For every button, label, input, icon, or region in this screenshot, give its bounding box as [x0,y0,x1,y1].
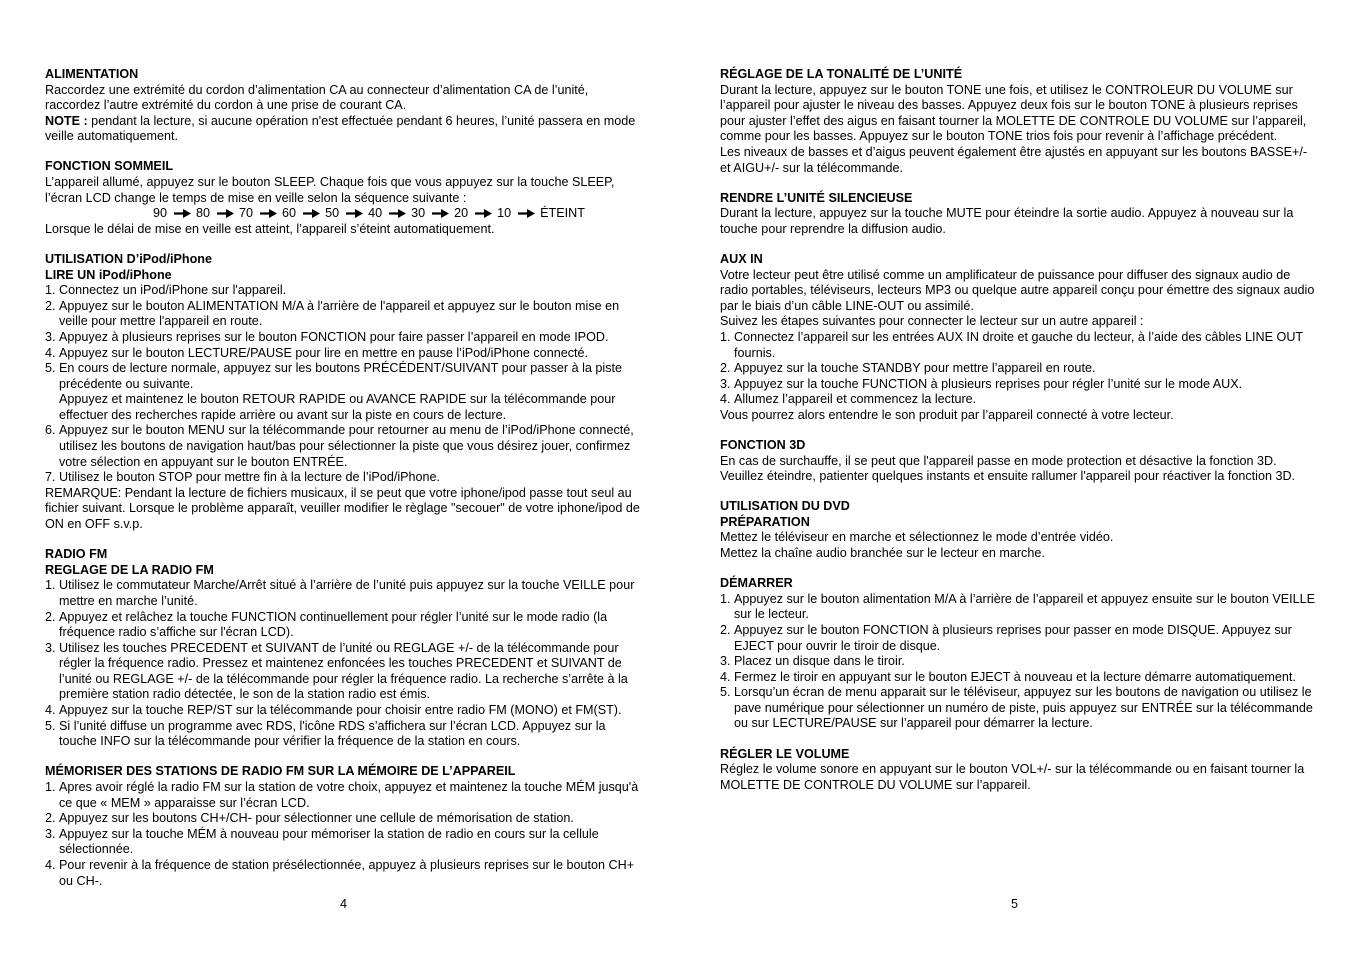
sequence-value: 30 [411,206,426,221]
list-item [720,685,1320,732]
subheading-ipod: LIRE UN iPod/iPhone [45,267,172,282]
arrow-right-icon [388,209,406,218]
list-item [45,470,640,486]
list-item [45,330,640,346]
aux-steps [720,330,1320,408]
section-alimentation [45,67,640,145]
paragraph: Durant la lecture, appuyez sur le bouton TONE une fois, et utilisez le CONTROLEUR DU VOLUME sur l’appareil pour ajuster le niveau des basses. Appuyez deux fois sur le bouton TONE à plusieurs reprises pour ajuster l’effet des aigus en faisant tourner la MOLETTE DE CONTROLE DU VOLUME sur l’appareil, comme pour les basses. Appuyez sur le bouton TONE trios fois pour revenir à l’affichage précédent. [720,82,1307,144]
paragraph: En cas de surchauffe, il se peut que l'appareil passe en mode protection et désactive la fonction 3D. [720,453,1277,468]
list-item [45,610,640,641]
list-item [45,811,640,827]
note-label: NOTE : [45,113,88,128]
list-item-number: 1. [720,591,731,606]
list-item-number: 2. [45,811,56,826]
section-volume [720,747,1320,794]
paragraph: Raccordez une extrémité du cordon d’alimentation CA au connecteur d’alimentation CA de l’unité, raccordez l’autre extrémité du cordon à une prise de courant CA. [45,82,589,113]
list-item [720,654,1320,670]
list-item [720,361,1320,377]
list-item-text: Appuyez sur le bouton alimentation M/A à l’arrière de l’appareil et appuyez ensuite sur le bouton VEILLE sur le lecteur. [734,591,1316,622]
sequence-value: 60 [282,206,297,221]
list-item [45,719,640,750]
sequence-value: 80 [196,206,211,221]
sequence-value: 20 [454,206,469,221]
paragraph: Suivez les étapes suivantes pour connecter le lecteur sur un autre appareil : [720,314,1144,329]
list-item [45,858,640,889]
note-paragraph [45,114,640,145]
list-item-text: Apres avoir réglé la radio FM sur la station de votre choix, appuyez et maintenez la touche MÉM jusqu'à ce que « MEM » apparaisse sur l’écran LCD. [59,779,639,810]
heading-ipod: UTILISATION D’iPod/iPhone [45,251,212,266]
sequence-value: 10 [497,206,512,221]
list-item-text: Connectez l’appareil sur les entrées AUX IN droite et gauche du lecteur, à l’aide des câbles LINE OUT fournis. [734,329,1303,360]
arrow-right-icon [431,209,449,218]
radio-steps [45,578,640,750]
list-item-text: Appuyez sur le bouton MENU sur la télécommande pour retourner au menu de l’iPod/iPhone connecté, utilisez les boutons de navigation haut/bas pour sélectionner la piste que vous désirez jouer, confirmez votre sélection en appuyant sur le bouton ENTRÉE. [59,423,634,469]
list-item-text: Lorsqu’un écran de menu apparait sur le téléviseur, appuyez sur les boutons de navigation ou utilisez le pave numérique pour sélectionner un numéro de piste, puis appuyez sur ENTRÉE sur la télécommande ou sur LECTURE/PAUSE sur l’appareil pour démarrer la lecture. [734,685,1313,731]
list-item [45,641,640,703]
list-item-text: Allumez l’appareil et commencez la lecture. [734,392,977,407]
list-item [45,827,640,858]
list-item-text: Utilisez les touches PRECEDENT et SUIVANT de l’unité ou REGLAGE +/- de la télécommande pour régler la fréquence radio. Pressez et maintenez enfoncées les touches PRECEDENT et SUIVANT de l’unité ou REGLAGE +/- de la télécommande pour régler la fréquence radio. La recherche s’arrête à la première station radio détectée, le son de la station radio est émis. [59,640,628,702]
memoriser-steps [45,780,640,889]
sequence-value: 90 [153,206,168,221]
list-item [45,361,640,392]
subheading-radio: REGLAGE DE LA RADIO FM [45,562,214,577]
list-item-number: 3. [720,376,731,391]
paragraph: Veuillez éteindre, patienter quelques instants et ensuite rallumer l'appareil pour réactiver la fonction 3D. [720,469,1296,484]
list-item-text: Appuyez sur le bouton ALIMENTATION M/A à l'arrière de l'appareil et appuyez sur le bouton mise en veille pour mettre l'appareil en route. [59,298,620,329]
arrow-right-icon [259,209,277,218]
arrow-right-icon [517,209,535,218]
heading-alimentation: ALIMENTATION [45,67,139,81]
list-item-number: 1. [45,779,56,794]
list-item [720,392,1320,408]
list-item-number: 2. [45,298,56,313]
section-dvd [720,499,1320,561]
paragraph: Votre lecteur peut être utilisé comme un amplificateur de puissance pour diffuser des signaux audio de radio portables, téléviseurs, lecteurs MP3 ou quelque autre appareil conçu pour émettre des signaux audio par le biais d’un câble LINE-OUT ou assimilé. [720,267,1315,313]
list-item-number: 2. [720,622,731,637]
list-item-number: 4. [45,703,56,718]
list-item [45,423,640,470]
list-item-number: 4. [45,345,56,360]
step-continuation: Appuyez et maintenez le bouton RETOUR RAPIDE ou AVANCE RAPIDE sur la télécommande pour effectuer des recherches rapide arrière ou avant sur la piste en cours de lecture. [59,392,616,422]
subheading-dvd: PRÉPARATION [720,514,810,529]
list-item-text: Appuyez sur le bouton LECTURE/PAUSE pour lire en mettre en pause l’iPod/iPhone connecté. [59,345,588,360]
list-item-number: 4. [720,669,731,684]
heading-silencieuse: RENDRE L’UNITÉ SILENCIEUSE [720,190,913,205]
section-demarrer [720,576,1320,732]
section-fonction3d [720,438,1320,485]
section-silencieuse [720,191,1320,238]
arrow-right-icon [474,209,492,218]
sequence-value: 70 [239,206,254,221]
section-ipod [45,252,640,533]
list-item-number: 1. [45,578,56,593]
list-item-number: 5. [45,361,56,376]
list-item-text: Placez un disque dans le tiroir. [734,654,905,669]
demarrer-steps [720,592,1320,732]
section-sommeil [45,159,640,237]
list-item-text: Pour revenir à la fréquence de station présélectionnée, appuyez à plusieurs reprises sur le bouton CH+ ou CH-. [59,857,635,888]
list-item [720,330,1320,361]
list-item-text: Appuyez sur le bouton FONCTION à plusieurs reprises pour passer en mode DISQUE. Appuyez sur EJECT pour ouvrir le tiroir de disque. [734,622,1292,653]
ipod-steps [45,283,640,392]
arrow-right-icon [216,209,234,218]
paragraph: Les niveaux de basses et d’aigus peuvent également être ajustés en appuyant sur les boutons BASSE+/- et AIGU+/- sur la télécommande. [720,144,1308,175]
sequence-value: 40 [368,206,383,221]
list-item-number: 2. [720,361,731,376]
list-item-text: Si l’unité diffuse un programme avec RDS, l'icône RDS s’affichera sur l’écran LCD. Appuyez sur la touche INFO sur la télécommande pour vérifier la fréquence de la station en cours. [59,718,606,749]
list-item [45,780,640,811]
ipod-steps-2 [45,423,640,485]
list-item-number: 3. [720,654,731,669]
list-item-text: Appuyez sur la touche FUNCTION à plusieurs reprises pour régler l’unité sur le mode AUX. [734,376,1243,391]
list-item [45,703,640,719]
list-item [45,299,640,330]
page-left [45,67,640,904]
list-item-text: Appuyez sur la touche STANDBY pour mettre l’appareil en route. [734,361,1096,376]
list-item-number: 5. [720,685,731,700]
sequence-value: 50 [325,206,340,221]
list-item [720,670,1320,686]
page-number-right: 5 [1011,897,1019,911]
note-text: pendant la lecture, si aucune opération n'est effectuée pendant 6 heures, l’unité passera en mode veille automatiquement. [45,113,636,144]
list-item-text: Utilisez le commutateur Marche/Arrêt situé à l’arrière de l’unité puis appuyez sur la touche VEILLE pour mettre en marche l’unité. [59,578,635,608]
paragraph: L’appareil allumé, appuyez sur le bouton SLEEP. Chaque fois que vous appuyez sur la touche SLEEP, l’écran LCD change le temps de mise en veille selon la séquence suivante : [45,175,615,205]
section-aux [720,252,1320,424]
arrow-right-icon [345,209,363,218]
heading-volume: RÉGLER LE VOLUME [720,746,850,761]
list-item-number: 2. [45,609,56,624]
list-item-number: 3. [45,640,56,655]
section-tonalite [720,67,1320,176]
list-item-number: 1. [720,329,731,344]
list-item-text: En cours de lecture normale, appuyez sur les boutons PRÉCÉDENT/SUIVANT pour passer à la piste précédente ou suivante. [59,361,623,391]
list-item [720,377,1320,393]
section-memoriser [45,764,640,889]
list-item-text: Appuyez sur les boutons CH+/CH- pour sélectionner une cellule de mémorisation de station. [59,811,574,826]
arrow-right-icon [173,209,191,218]
heading-fonction3d: FONCTION 3D [720,437,806,452]
paragraph: Mettez la chaîne audio branchée sur le lecteur en marche. [720,546,1045,561]
paragraph: Durant la lecture, appuyez sur la touche MUTE pour éteindre la sortie audio. Appuyez à nouveau sur la touche pour reprendre la diffusion audio. [720,206,1294,236]
list-item [45,283,640,299]
list-item-number: 7. [45,470,56,485]
paragraph: Vous pourrez alors entendre le son produit par l’appareil connecté à votre lecteur. [720,407,1174,422]
list-item-text: Utilisez le bouton STOP pour mettre fin à la lecture de l’iPod/iPhone. [59,470,441,485]
page-number-left: 4 [340,897,348,911]
paragraph: Mettez le téléviseur en marche et sélectionnez le mode d’entrée vidéo. [720,530,1114,545]
list-item-number: 1. [45,283,56,298]
heading-radio: RADIO FM [45,547,108,562]
heading-memoriser: MÉMORISER DES STATIONS DE RADIO FM SUR LA MÉMOIRE DE L’APPAREIL [45,764,516,779]
list-item-text: Appuyez et relâchez la touche FUNCTION continuellement pour régler l’unité sur le mode radio (la fréquence radio s’affiche sur l'écran LCD). [59,609,608,640]
heading-demarrer: DÉMARRER [720,576,793,591]
list-item-number: 3. [45,329,56,344]
list-item [720,623,1320,654]
list-item [45,346,640,362]
remark-paragraph: REMARQUE: Pendant la lecture de fichiers musicaux, il se peut que votre iphone/ipod passe tout seul au fichier suivant. Lorsque le problème apparaît, veuiller modifier le règlage "secouer" de votre iphone/ipod de ON en OFF s.v.p. [45,485,640,532]
list-item-number: 4. [720,392,731,407]
list-item [45,578,640,609]
heading-aux: AUX IN [720,251,763,266]
heading-sommeil: FONCTION SOMMEIL [45,159,174,174]
sequence-value: ÉTEINT [540,206,585,221]
list-item-number: 4. [45,857,56,872]
list-item-text: Appuyez sur la touche MÉM à nouveau pour mémoriser la station de radio en cours sur la cellule sélectionnée. [59,826,599,857]
section-radio [45,547,640,750]
list-item-number: 6. [45,423,56,438]
list-item-text: Appuyez sur la touche REP/ST sur la télécommande pour choisir entre radio FM (MONO) et FM(ST). [59,703,622,718]
list-item [720,592,1320,623]
list-item-number: 5. [45,718,56,733]
heading-dvd: UTILISATION DU DVD [720,499,850,514]
sleep-sequence [45,206,640,222]
paragraph: Réglez le volume sonore en appuyant sur le bouton VOL+/- sur la télécommande ou en faisant tourner la MOLETTE DE CONTROLE DU VOLUME sur l’appareil. [720,762,1305,792]
arrow-right-icon [302,209,320,218]
heading-tonalite: RÉGLAGE DE LA TONALITÉ DE L’UNITÉ [720,67,963,81]
list-item-text: Connectez un iPod/iPhone sur l'appareil. [59,283,287,298]
list-item-number: 3. [45,826,56,841]
list-item-text: Appuyez à plusieurs reprises sur le bouton FONCTION pour faire passer l’appareil en mode IPOD. [59,329,609,344]
paragraph: Lorsque le délai de mise en veille est atteint, l’appareil s’éteint automatiquement. [45,221,495,236]
list-item-text: Fermez le tiroir en appuyant sur le bouton EJECT à nouveau et la lecture démarre automatiquement. [734,669,1296,684]
page-right [720,67,1320,808]
